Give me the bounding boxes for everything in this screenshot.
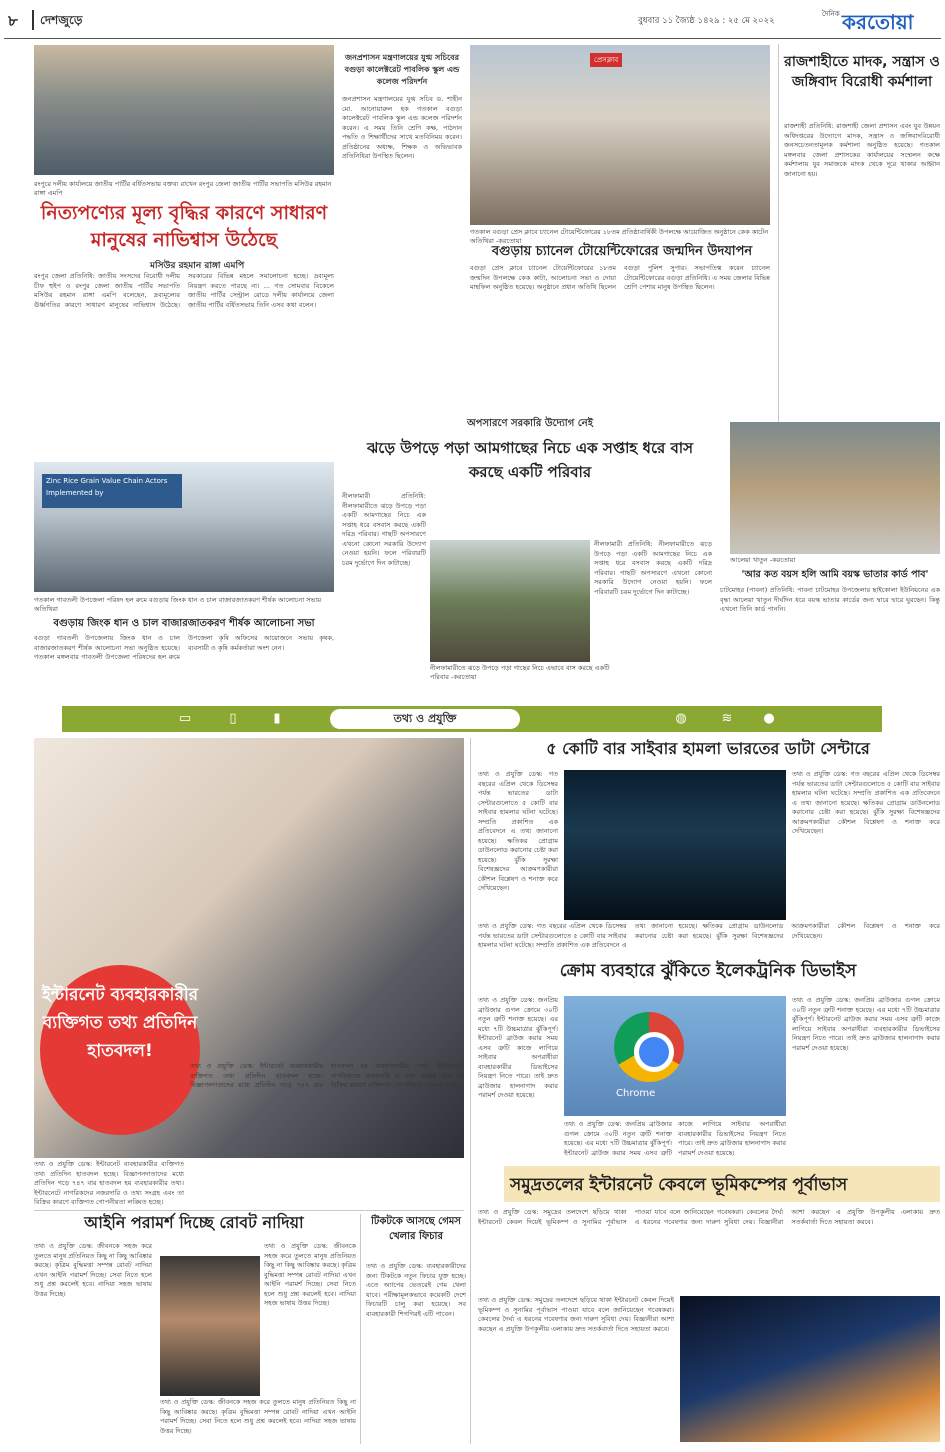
- phone-body-right: তথ্য ও প্রযুক্তি ডেস্ক: ইন্টারনেট ব্যবহারকারীর ব্যক্তিগত তথ্য প্রতিদিন হাতবদল হচ্ছে। বিজ্ঞাপনদাতাদের মধ্যে প্রতিদিন গড়ে ৭৪৭ বার হাতবদল হয় ব্যবহারকারীর তথ্য। ইন্টারনেটে নাগরিকদের নজরদারি ও তথ্য সংগ্রহ এবং তা বিক্রির কারণে ব্যক্তিগত গোপনীয়তা লঙ্ঘিত হচ্ছে।: [190, 1062, 464, 1089]
- cyber-body-bottom: তথ্য ও প্রযুক্তি ডেস্ক: গত বছরের এপ্রিল থেকে ডিসেম্বর পর্যন্ত ভারতের ডাটা সেন্টারগুলোতে ৫ কোটি বার সাইবার হামলার ঘটনা ঘটেছে। সম্প্রতি প্রকাশিত এক প্রতিবেদনে এ তথ্য জানানো হয়েছে। ক্ষতিকর প্রোগ্রাম ডাউনলোড করানোর চেষ্টা করা হয়েছে। ঝুঁকি সুরক্ষা বিশেষজ্ঞদের আক্রমণকারীরা কৌশল বিশ্লেষণ ও শনাক্ত করে দেখিয়েছেন।: [478, 922, 940, 949]
- tablet-icon: ▯: [229, 711, 237, 726]
- tiktok-body: তথ্য ও প্রযুক্তি ডেস্ক: ব্যবহারকারীদের জন্য টিকটকে নতুন ফিচার যুক্ত হচ্ছে। এতে অ্যাপের ভেতরেই গেম খেলা যাবে। পরীক্ষামূলকভাবে কয়েকটি দেশে ফিচারটি চালু করা হয়েছে। সব ব্যবহারকারী শিগগিরই এটি পাবেন।: [366, 1262, 466, 1318]
- column-rule: [470, 738, 471, 1444]
- section-rule: [34, 1210, 464, 1211]
- quake-body-top: তথ্য ও প্রযুক্তি ডেস্ক: সমুদ্রের তলদেশে ছড়িয়ে থাকা ইন্টারনেট কেবল দিয়েই ভূমিকম্প ও সুনামির পূর্বাভাস পাওয়া যাবে বলে জানিয়েছেন গবেষকরা। কেবলের দৈর্ঘ্য এ ধরনের গবেষণার জন্য দারুণ সুবিধা দেয়। বিজ্ঞানীরা আশা করছেন এ প্রযুক্তি উপকূলীয় এলাকায় দ্রুত সতর্কবার্তা দিতে সহায়তা করবে।: [478, 1208, 940, 1226]
- newspaper-logo: [820, 5, 938, 35]
- zinc-rice-photo: [34, 462, 334, 592]
- phone-body-left: তথ্য ও প্রযুক্তি ডেস্ক: ইন্টারনেট ব্যবহারকারীর ব্যক্তিগত তথ্য প্রতিদিন হাতবদল হচ্ছে। বিজ্ঞাপনদাতাদের মধ্যে প্রতিদিন গড়ে ৭৪৭ বার হাতবদল হয় ব্যবহারকারীর তথ্য। ইন্টারনেটে নাগরিকদের নজরদারি ও তথ্য সংগ্রহ এবং তা বিক্রির কারণে ব্যক্তিগত গোপনীয়তা লঙ্ঘিত হচ্ছে।: [34, 1160, 184, 1206]
- rangpur-meeting-photo: [34, 45, 334, 175]
- mango-body-right: নীলফামারী প্রতিনিধি: নীলফামারীতে ঝড়ে উপড়ে পড়া একটি আমগাছের নিচে এক সপ্তাহ ধরে বসবাস করছে একটি দরিদ্র পরিবার। গাছটি অপসারণে এখনো কোনো সরকারি উদ্যোগ নেওয়া হয়নি। ফলে পরিবারটি চরম দুর্ভোগে দিন কাটাচ্ছে।: [594, 540, 712, 596]
- quake-headline: সমুদ্রতলের ইন্টারনেট কেবলে ভূমিকম্পের পূর্বাভাস: [510, 1175, 848, 1195]
- robot-body-right: তথ্য ও প্রযুক্তি ডেস্ক: জীবনকে সহজ করে তুলতে মানুষ প্রতিনিয়ত কিছু না কিছু আবিষ্কার করছে। কৃত্রিম বুদ্ধিমত্তা সম্পন্ন রোবট নাদিয়া এখন আইনি পরামর্শ দিচ্ছে। সেবা নিতে হলে শুধু প্রশ্ন করলেই হবে। নাদিয়া সহজ ভাষায় উত্তর দিচ্ছে।: [264, 1242, 356, 1307]
- apple-icon: ●: [763, 711, 775, 726]
- logo-title: করতোয়া: [842, 10, 914, 34]
- mango-tree-photo: [430, 540, 590, 662]
- pressclub-sign: প্রেসক্লাব: [590, 53, 622, 67]
- undersea-cable-photo: [680, 1296, 940, 1442]
- robot-headline: আইনি পরামর্শ দিচ্ছে রোবট নাদিয়া: [84, 1213, 304, 1232]
- wifi-icon: ≋: [721, 711, 733, 726]
- old-woman-headline: 'আর কত বয়স হলি আমি বয়স্ক ভাতার কার্ড পাব': [741, 569, 929, 580]
- section-name: দেশজুড়ে: [40, 13, 83, 27]
- school-headline: জনপ্রশাসন মন্ত্রণালয়ের যুগ্ম সচিবের বগুড়া কালেক্টরেট পাবলিক স্কুল এন্ড কলেজ পরিদর্শন: [344, 53, 460, 86]
- rajshahi-body: রাজশাহী প্রতিনিধি: রাজশাহী জেলা প্রশাসন এবং যুব উন্নয়ন অধিদপ্তরের উদ্যোগে মাদক, সন্ত্রাস ও জঙ্গিবাদবিরোধী জনসচেতনতামূলক কর্মশালা অনুষ্ঠিত হয়েছে। গতকাল মঙ্গলবার জেলা প্রশাসকের কার্যালয়ের সম্মেলন কক্ষে কর্মশালায় যুব সমাজকে মাদক থেকে দূরে থাকার আহ্বান জানানো হয়।: [784, 122, 940, 178]
- zinc-rice-body: বগুড়া গাবতলী উপজেলায় জিংক ধান ও চাল বাজারজাতকরণ শীর্ষক আলোচনা সভা অনুষ্ঠিত হয়েছে। গতকাল মঙ্গলবার গাবতলী উপজেলা পরিষদের হল রুমে উপজেলা কৃষি অফিসের আয়োজনে সভায় কৃষক, ব্যবসায়ী ও কৃষি কর্মকর্তারা অংশ নেন।: [34, 634, 334, 661]
- mango-kicker: অপসারণে সরকারি উদ্যোগ নেই: [467, 418, 593, 429]
- column-rule: [778, 44, 779, 456]
- banner-line-2: Implemented by: [46, 489, 104, 497]
- channel24-headline: বগুড়ায় চ্যানেল টোয়েন্টিফোরের জন্মদিন উদযাপন: [491, 244, 753, 259]
- old-woman-caption: আলেয়া খাতুন -করতোয়া: [730, 556, 796, 564]
- rangpur-byline: মসিউর রহমান রাঙ্গা এমপি: [150, 261, 245, 271]
- mango-photo-caption: নীলফামারীতে ঝড়ে উপড়ে পড়া গাছের নিচে এভাবে বাস করছে একটি পরিবার -করতোয়া: [430, 664, 610, 681]
- cyber-headline: ৫ কোটি বার সাইবার হামলা ভারতের ডাটা সেন্টারে: [546, 739, 870, 758]
- rangpur-headline: নিত্যপণ্যের মূল্য বৃদ্ধির কারণে সাধারণ মানুষের নাভিশ্বাস উঠেছে: [40, 202, 328, 251]
- mobile-icon: ▮: [273, 711, 281, 726]
- old-woman-body: চাটমোহর (পাবনা) প্রতিনিধি: পাবনা চাটমোহর উপজেলার ছাইকোলা ইউনিয়নের এক বৃদ্ধা আলেয়া খাতুন দীর্ঘদিন ধরে বয়স্ক ভাতার কার্ডের জন্য দ্বারে দ্বারে ঘুরছেন। কিন্তু এখনো তিনি কার্ড পাননি।: [720, 586, 940, 613]
- chrome-app-photo: [564, 996, 786, 1116]
- zinc-rice-headline: বগুড়ায় জিংক ধান ও চাল বাজারজাতকরণ শীর্ষক আলোচনা সভা: [53, 618, 315, 629]
- tech-section-title: তথ্য ও প্রযুক্তি: [330, 709, 520, 729]
- cyber-body-right: তথ্য ও প্রযুক্তি ডেস্ক: গত বছরের এপ্রিল থেকে ডিসেম্বর পর্যন্ত ভারতের ডাটা সেন্টারগুলোতে ৫ কোটি বার সাইবার হামলার ঘটনা ঘটেছে। সম্প্রতি প্রকাশিত এক প্রতিবেদনে এ তথ্য জানানো হয়েছে। ক্ষতিকর প্রোগ্রাম ডাউনলোড করানোর চেষ্টা করা হয়েছে। ঝুঁকি সুরক্ষা বিশেষজ্ঞদের আক্রমণকারীরা কৌশল বিশ্লেষণ ও শনাক্ত করে দেখিয়েছেন।: [792, 770, 940, 835]
- mango-headline: ঝড়ে উপড়ে পড়া আমগাছের নিচে এক সপ্তাহ ধরে বাস করছে একটি পরিবার: [366, 439, 694, 481]
- tiktok-headline: টিকটকে আসছে গেমস খেলার ফিচার: [371, 1216, 461, 1242]
- header-divider: [32, 10, 34, 30]
- hacker-photo: [564, 770, 786, 920]
- chrome-body-left: তথ্য ও প্রযুক্তি ডেস্ক: জনপ্রিয় ব্রাউজার গুগল ক্রোমে ৩০টি নতুন ত্রুটি শনাক্ত হয়েছে। এর মধ্যে ৭টি উচ্চমাত্রার ঝুঁকিপূর্ণ। ইন্টারনেট ব্রাউজ করার সময় এসব ত্রুটি কাজে লাগিয়ে সাইবার অপরাধীরা ব্যবহারকারীর ডিভাইসের নিয়ন্ত্রণ নিতে পারে। তাই দ্রুত ব্রাউজার হালনাগাদ করার পরামর্শ দেওয়া হয়েছে।: [478, 996, 558, 1099]
- mango-body-left: নীলফামারী প্রতিনিধি: নীলফামারীতে ঝড়ে উপড়ে পড়া একটি আমগাছের নিচে এক সপ্তাহ ধরে বসবাস করছে একটি দরিদ্র পরিবার। গাছটি অপসারণে এখনো কোনো সরকারি উদ্যোগ নেওয়া হয়নি। ফলে পরিবারটি চরম দুর্ভোগে দিন কাটাচ্ছে।: [342, 492, 426, 567]
- page-number: ৮: [8, 12, 18, 30]
- channel24-body: বগুড়া প্রেস ক্লাবে চ্যানেল টোয়েন্টিফোরের ১৮তম জন্মদিন উপলক্ষে কেক কাটা, আলোচনা সভা ও দোয়া মাহফিল অনুষ্ঠিত হয়েছে। অনুষ্ঠানে প্রধান অতিথি ছিলেন বগুড়া পুলিশ সুপার। সভাপতিত্ব করেন চ্যানেল টোয়েন্টিফোরের বগুড়া প্রতিনিধি। এ সময় জেলার বিভিন্ন শ্রেণি পেশার মানুষ উপস্থিত ছিলেন।: [470, 264, 770, 291]
- phone-overlay-text: ইন্টারনেট ব্যবহারকারীর ব্যক্তিগত তথ্য প্রতিদিন হাতবদল!: [40, 965, 200, 1135]
- robot-body-bottom: তথ্য ও প্রযুক্তি ডেস্ক: জীবনকে সহজ করে তুলতে মানুষ প্রতিনিয়ত কিছু না কিছু আবিষ্কার করছে। কৃত্রিম বুদ্ধিমত্তা সম্পন্ন রোবট নাদিয়া এখন আইনি পরামর্শ দিচ্ছে। সেবা নিতে হলে শুধু প্রশ্ন করলেই হবে। নাদিয়া সহজ ভাষায় উত্তর দিচ্ছে।: [160, 1398, 356, 1435]
- chrome-body-mid: তথ্য ও প্রযুক্তি ডেস্ক: জনপ্রিয় ব্রাউজার গুগল ক্রোমে ৩০টি নতুন ত্রুটি শনাক্ত হয়েছে। এর মধ্যে ৭টি উচ্চমাত্রার ঝুঁকিপূর্ণ। ইন্টারনেট ব্রাউজ করার সময় এসব ত্রুটি কাজে লাগিয়ে সাইবার অপরাধীরা ব্যবহারকারীর ডিভাইসের নিয়ন্ত্রণ নিতে পারে। তাই দ্রুত ব্রাউজার হালনাগাদ করার পরামর্শ দেওয়া হয়েছে।: [564, 1120, 786, 1157]
- rangpur-photo-caption: রংপুরে দলীয় কার্যালয়ে জাতীয় পার্টির বর্ধিতসভায় বক্তব্য রাখেন রংপুর জেলা জাতীয় পার্টির সভাপতি মসিউর রহমান রাঙ্গা এমপি: [34, 180, 332, 197]
- robot-nadia-photo: [160, 1256, 260, 1396]
- chrome-logo-label: Chrome: [616, 1088, 656, 1099]
- banner-line-1: Zinc Rice Grain Value Chain Actors: [46, 477, 168, 485]
- chrome-body-right: তথ্য ও প্রযুক্তি ডেস্ক: জনপ্রিয় ব্রাউজার গুগল ক্রোমে ৩০টি নতুন ত্রুটি শনাক্ত হয়েছে। এর মধ্যে ৭টি উচ্চমাত্রার ঝুঁকিপূর্ণ। ইন্টারনেট ব্রাউজ করার সময় এসব ত্রুটি কাজে লাগিয়ে সাইবার অপরাধীরা ব্যবহারকারীর ডিভাইসের নিয়ন্ত্রণ নিতে পারে। তাই দ্রুত ব্রাউজার হালনাগাদ করার পরামর্শ দেওয়া হয়েছে।: [792, 996, 940, 1052]
- zinc-rice-photo-caption: গতকাল গাবতলী উপজেলা পরিষদ হল রুমে বগুড়ায় জিংক ধান ও চাল বাজারজাতকরণ শীর্ষক আলোচনা সভায় অতিথিরা: [34, 596, 322, 613]
- school-body: জনপ্রশাসন মন্ত্রণালয়ের যুগ্ম সচিব ড. শাহীন মো. আনোয়ারুল হক গতকাল বগুড়া কালেক্টরেট পাবলিক স্কুল এন্ড কলেজ পরিদর্শন করেন। এ সময় তিনি শ্রেণি কক্ষ, পাঠদান পদ্ধতি ও শিক্ষার্থীদের সাথে মতবিনিময় করেন। প্রতিষ্ঠানের অধ্যক্ষ, শিক্ষক ও অভিভাবক প্রতিনিধিরা উপস্থিত ছিলেন।: [342, 95, 462, 160]
- planet-icon: ◍: [675, 711, 687, 726]
- channel24-photo-caption: গতকাল বগুড়া প্রেস ক্লাবে চ্যানেল টোয়েন্টিফোরের ১৮তম প্রতিষ্ঠাবার্ষিকী উপলক্ষে আয়োজিত অনুষ্ঠানে কেক কাটেন অতিথিরা -করতোয়া: [470, 228, 769, 245]
- header-rule: [4, 38, 941, 39]
- rangpur-body: রংপুর জেলা প্রতিনিধি: জাতীয় সংসদের বিরোধী দলীয় চীফ হুইপ ও রংপুর জেলা জাতীয় পার্টির সভাপতি মসিউর রহমান রাঙ্গা এমপি বলেছেন, দ্রব্যমূল্যের ঊর্ধ্বগতির কারণে সাধারণ মানুষের নাভিশ্বাস উঠেছে। সরকারের বিভিন্ন মহলে সমালোচনা হচ্ছে। দ্রব্যমূল্য নিয়ন্ত্রণ করতে পারছে না। ... গত সোমবার বিকেলে জাতীয় পার্টির সেন্ট্রাল রোডে দলীয় কার্যালয়ে জেলা জাতীয় পার্টির বর্ধিতসভায় তিনি এসব কথা বলেন।: [34, 272, 334, 309]
- laptop-icon: ▭: [178, 711, 192, 726]
- logo-small-text: দৈনিক: [822, 10, 840, 18]
- zinc-rice-banner: [42, 474, 182, 508]
- cyber-body-left: তথ্য ও প্রযুক্তি ডেস্ক: গত বছরের এপ্রিল থেকে ডিসেম্বর পর্যন্ত ভারতের ডাটা সেন্টারগুলোতে ৫ কোটি বার সাইবার হামলার ঘটনা ঘটেছে। সম্প্রতি প্রকাশিত এক প্রতিবেদনে এ তথ্য জানানো হয়েছে। ক্ষতিকর প্রোগ্রাম ডাউনলোড করানোর চেষ্টা করা হয়েছে। ঝুঁকি সুরক্ষা বিশেষজ্ঞদের আক্রমণকারীরা কৌশল বিশ্লেষণ ও শনাক্ত করে দেখিয়েছেন।: [478, 770, 558, 892]
- chrome-logo-icon: [614, 1012, 684, 1082]
- rajshahi-headline: রাজশাহীতে মাদক, সন্ত্রাস ও জঙ্গিবাদ বিরোধী কর্মশালা: [784, 54, 940, 90]
- quake-body-left: তথ্য ও প্রযুক্তি ডেস্ক: সমুদ্রের তলদেশে ছড়িয়ে থাকা ইন্টারনেট কেবল দিয়েই ভূমিকম্প ও সুনামির পূর্বাভাস পাওয়া যাবে বলে জানিয়েছেন গবেষকরা। কেবলের দৈর্ঘ্য এ ধরনের গবেষণার জন্য দারুণ সুবিধা দেয়। বিজ্ঞানীরা আশা করছেন এ প্রযুক্তি উপকূলীয় এলাকায় দ্রুত সতর্কবার্তা দিতে সহায়তা করবে।: [478, 1296, 674, 1333]
- chrome-headline: ক্রোম ব্যবহারে ঝুঁকিতে ইলেকট্রনিক ডিভাইস: [559, 961, 857, 981]
- header-date: বুধবার ১১ জ্যৈষ্ঠ ১৪২৯ : ২৫ মে ২০২২: [638, 16, 775, 26]
- robot-body-left: তথ্য ও প্রযুক্তি ডেস্ক: জীবনকে সহজ করে তুলতে মানুষ প্রতিনিয়ত কিছু না কিছু আবিষ্কার করছে। কৃত্রিম বুদ্ধিমত্তা সম্পন্ন রোবট নাদিয়া এখন আইনি পরামর্শ দিচ্ছে। সেবা নিতে হলে শুধু প্রশ্ন করলেই হবে। নাদিয়া সহজ ভাষায় উত্তর দিচ্ছে।: [34, 1242, 152, 1298]
- old-woman-photo: [730, 422, 940, 554]
- channel24-photo: [470, 45, 770, 225]
- column-rule: [360, 1214, 361, 1444]
